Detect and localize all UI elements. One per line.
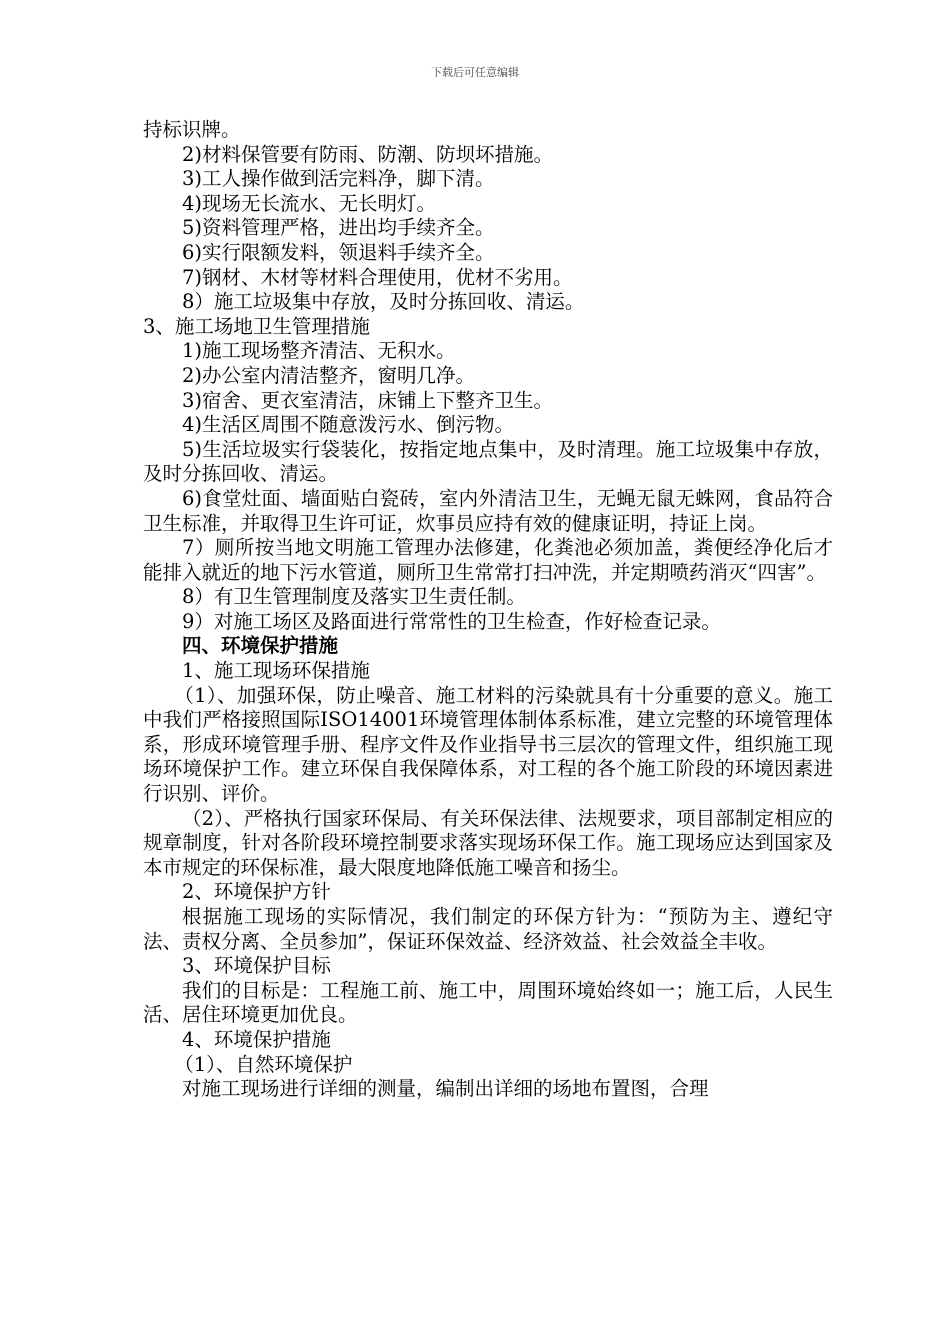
paragraph: 对施工现场进行详细的测量，编制出详细的场地布置图，合理	[182, 1077, 709, 1101]
paragraph: （1）、加强环保，防止噪音、施工材料的污染就具有十分重要的意义。施工中我们严格接照国际ISO14001环境管理体制体系标准，建立完整的环境管理体系，形成环境管理手册、程序文件及作业指导书三层次的管理文件，组织施工现场环境保护工作。建立环保自我保障体系，对工程的各个施工阶段的环境因素进行识别、评价。	[143, 683, 833, 806]
paragraph: 根据施工现场的实际情况，我们制定的环保方针为：“预防为主、遵纪守法、责权分离、全员参加”，保证环保效益、经济效益、社会效益全丰收。	[143, 905, 833, 953]
paragraph: （2）、严格执行国家环保局、有关环保法律、法规要求，项目部制定相应的规章制度，针对各阶段环境控制要求落实现场环保工作。施工现场应达到国家及本市规定的环保标准，最大限度地降低施工噪音和扬尘。	[143, 806, 833, 879]
paragraph: 2)办公室内清洁整齐，窗明几净。	[182, 363, 476, 387]
paragraph: （1）、自然环境保护	[174, 1052, 353, 1076]
paragraph: 7)钢材、木材等材料合理使用，优材不劣用。	[182, 265, 573, 289]
paragraph: 4)生活区周围不随意泼污水、倒污物。	[182, 413, 515, 437]
document-body	[143, 118, 833, 1102]
paragraph: 3、施工场地卫生管理措施	[143, 314, 370, 338]
paragraph: 4)现场无长流水、无长明灯。	[182, 191, 437, 215]
paragraph: 1)施工现场整齐清洁、无积水。	[182, 339, 456, 363]
paragraph: 6)实行限额发料，领退料手续齐全。	[182, 240, 495, 264]
paragraph: 8）有卫生管理制度及落实卫生责任制。	[182, 585, 526, 609]
paragraph: 2、环境保护方针	[182, 880, 331, 904]
paragraph: 5)资料管理严格，进出均手续齐全。	[182, 216, 495, 240]
paragraph: 我们的目标是：工程施工前、施工中，周围环境始终如一；施工后，人民生活、居住环境更加优良。	[143, 978, 833, 1027]
paragraph: 8）施工垃圾集中存放，及时分拣回收、清运。	[182, 290, 585, 314]
section-heading: 四、环境保护措施	[182, 634, 339, 658]
paragraph: 9）对施工场区及路面进行常常性的卫生检查，作好检查记录。	[182, 609, 721, 633]
paragraph: 5)生活垃圾实行袋装化，按指定地点集中，及时清理。施工垃圾集中存放，及时分拣回收、清运。	[143, 437, 833, 486]
paragraph: 持标识牌。	[143, 118, 241, 141]
paragraph: 7）厕所按当地文明施工管理办法修建，化粪池必须加盖，粪便经净化后才能排入就近的地下污水管道，厕所卫生常常打扫冲洗，并定期喷药消灭“四害”。	[143, 536, 833, 584]
paragraph: 4、环境保护措施	[182, 1027, 331, 1051]
paragraph: 6)食堂灶面、墙面贴白瓷砖，室内外清洁卫生，无蝇无鼠无蛛网，食品符合卫生标准，并取得卫生许可证，炊事员应持有效的健康证明，持证上岗。	[143, 486, 833, 535]
page-header: 下载后可任意编辑	[431, 66, 519, 79]
paragraph: 3)工人操作做到活完料净，脚下清。	[182, 167, 495, 191]
paragraph: 2)材料保管要有防雨、防潮、防坝坏措施。	[182, 142, 554, 166]
paragraph: 3)宿舍、更衣室清洁，床铺上下整齐卫生。	[182, 388, 554, 412]
paragraph: 3、环境保护目标	[182, 954, 331, 978]
paragraph: 1、施工现场环保措施	[182, 659, 370, 683]
